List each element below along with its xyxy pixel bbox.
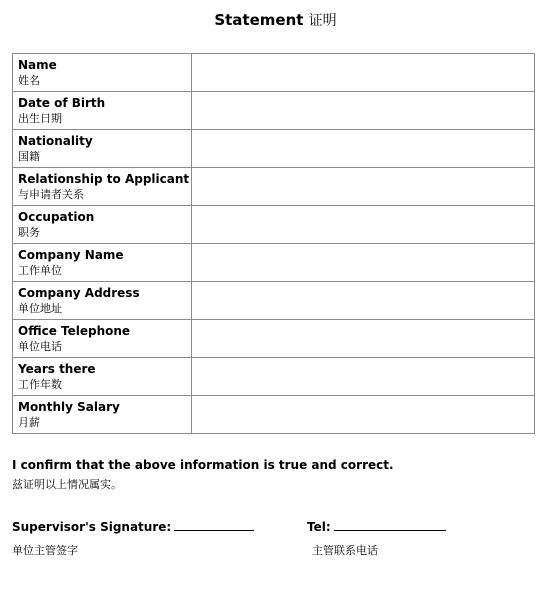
confirmation-statement <box>12 458 394 492</box>
confirmation-english: I confirm that the above information is true and correct. <box>12 458 394 472</box>
label-english: Name <box>18 57 57 72</box>
info-table <box>12 53 535 434</box>
label-english: Office Telephone <box>18 323 131 338</box>
table-row <box>13 168 535 206</box>
value-field-occupation[interactable] <box>192 206 535 244</box>
table-row <box>13 54 535 92</box>
confirmation-chinese: 兹证明以上情况属实。 <box>12 478 122 491</box>
row-label <box>13 54 192 92</box>
label-english: Years there <box>18 361 96 376</box>
row-label <box>13 130 192 168</box>
label-chinese: 职务 <box>18 225 40 239</box>
row-label <box>13 320 192 358</box>
row-label <box>13 92 192 130</box>
row-label <box>13 358 192 396</box>
label-english: Relationship to Applicant <box>18 171 190 186</box>
label-english: Company Name <box>18 247 124 262</box>
label-chinese: 工作年数 <box>18 377 62 391</box>
label-english: Monthly Salary <box>18 399 120 414</box>
label-english: Date of Birth <box>18 95 106 110</box>
row-label <box>13 168 192 206</box>
label-english: Nationality <box>18 133 93 148</box>
label-english: Occupation <box>18 209 95 224</box>
value-field-company-address[interactable] <box>192 282 535 320</box>
value-field-date-of-birth[interactable] <box>192 92 535 130</box>
value-field-relationship[interactable] <box>192 168 535 206</box>
table-row <box>13 358 535 396</box>
title-chinese: 证明 <box>308 13 337 29</box>
label-chinese: 工作单位 <box>18 263 62 277</box>
label-chinese: 国籍 <box>18 149 40 163</box>
value-field-company-name[interactable] <box>192 244 535 282</box>
tel-line[interactable] <box>334 518 446 531</box>
label-chinese: 出生日期 <box>18 111 62 125</box>
value-field-nationality[interactable] <box>192 130 535 168</box>
row-label <box>13 396 192 434</box>
row-label <box>13 206 192 244</box>
table-row <box>13 130 535 168</box>
document-title <box>0 10 551 30</box>
supervisor-signature-label-chinese: 单位主管签字 <box>12 544 78 557</box>
label-english: Company Address <box>18 285 140 300</box>
tel-block <box>307 518 446 558</box>
table-row <box>13 396 535 434</box>
table-row <box>13 320 535 358</box>
supervisor-signature-label: Supervisor's Signature: <box>12 520 172 534</box>
label-chinese: 单位电话 <box>18 339 62 353</box>
supervisor-signature-line[interactable] <box>174 518 254 531</box>
table-row <box>13 92 535 130</box>
label-chinese: 月薪 <box>18 415 40 429</box>
table-row <box>13 206 535 244</box>
table-row <box>13 244 535 282</box>
row-label <box>13 244 192 282</box>
value-field-years-there[interactable] <box>192 358 535 396</box>
tel-label-chinese: 主管联系电话 <box>312 544 378 557</box>
table-row <box>13 282 535 320</box>
label-chinese: 与申请者关系 <box>18 187 84 201</box>
row-label <box>13 282 192 320</box>
tel-label: Tel: <box>307 520 331 534</box>
label-chinese: 姓名 <box>18 73 40 87</box>
supervisor-signature-block <box>12 518 254 558</box>
value-field-name[interactable] <box>192 54 535 92</box>
value-field-office-telephone[interactable] <box>192 320 535 358</box>
label-chinese: 单位地址 <box>18 301 62 315</box>
title-english: Statement <box>214 11 304 29</box>
value-field-monthly-salary[interactable] <box>192 396 535 434</box>
